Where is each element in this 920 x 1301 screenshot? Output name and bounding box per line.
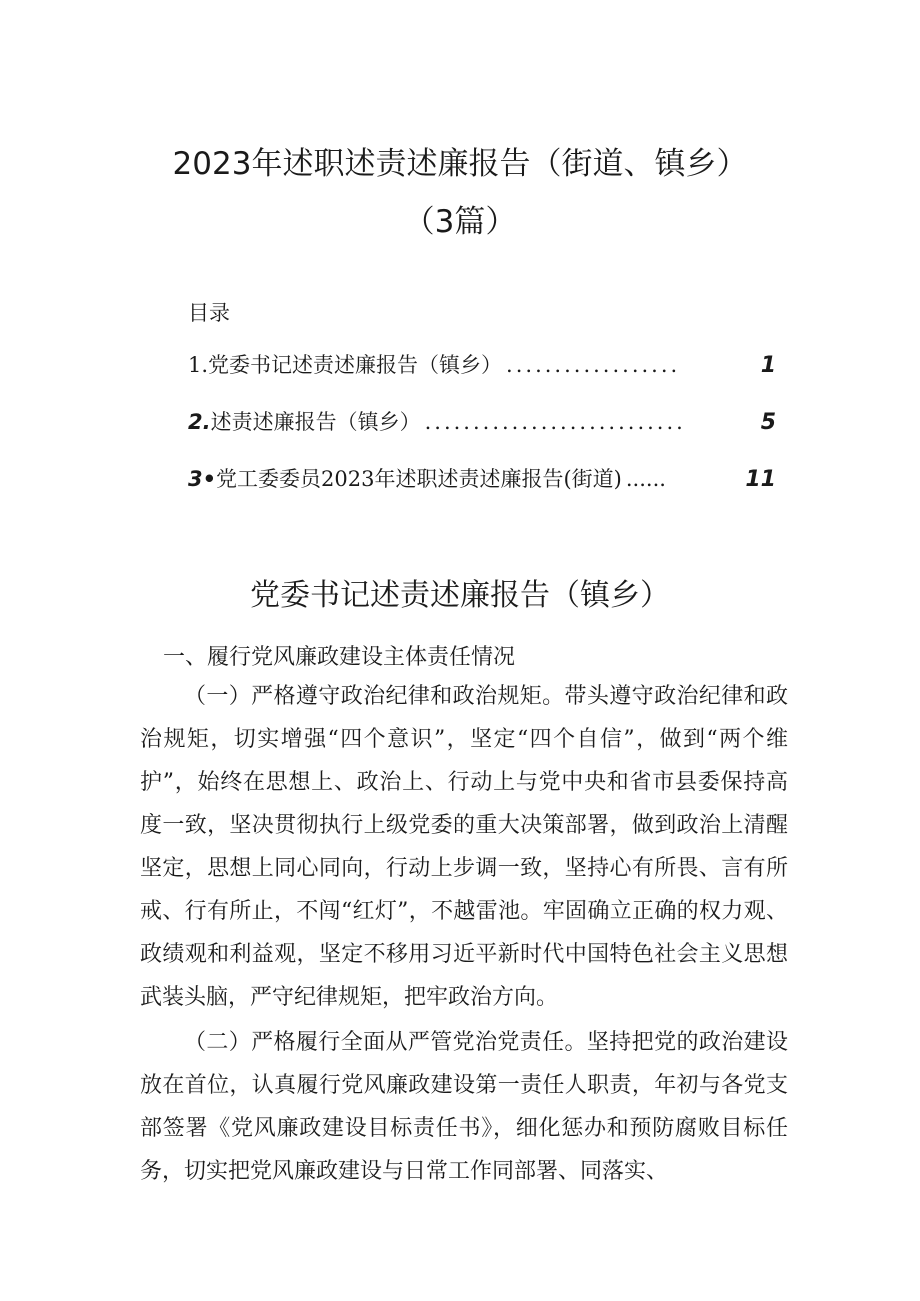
toc-item-label — [188, 463, 622, 493]
toc-item-3[interactable] — [188, 463, 776, 493]
document-title-line2: （3篇） — [403, 204, 517, 240]
toc-item-number: 2. — [188, 410, 211, 434]
section-heading-1: 一、履行党风廉政建设主体责任情况 — [163, 645, 516, 670]
toc-page-number: 11 — [745, 467, 776, 492]
body-paragraph-2: （二）严格履行全面从严管党治党责任。坚持把党的政治建设放在首位，认真履行党风廉政建设第一责任人职责，年初与各党支部签署《党风廉政建设目标责任书》，细化惩办和预防腐败目标任务，切实把党风廉政建设与日常工作同部署、同落实、 — [140, 1030, 788, 1184]
toc-item-label — [188, 349, 502, 379]
document-title-line1: 2023年述职述责述廉报告（街道、镇乡） — [172, 146, 748, 182]
toc-leader-dots: ...... — [625, 467, 666, 491]
toc-item-label — [188, 406, 421, 436]
toc-page-number: 5 — [760, 410, 776, 435]
toc-item-number: 3• — [188, 467, 217, 491]
toc-item-number: 1. — [188, 353, 209, 377]
toc-item-2[interactable] — [188, 406, 776, 436]
toc-page-number: 1 — [760, 353, 776, 378]
toc-item-1[interactable] — [188, 349, 776, 379]
toc-leader-dots: ........................... — [424, 410, 686, 434]
toc-item-text: 党工委委员2023年述职述责述廉报告(街道) — [216, 467, 622, 491]
toc-heading: 目录 — [188, 301, 230, 325]
body-paragraph-1: （一）严格遵守政治纪律和政治规矩。带头遵守政治纪律和政治规矩，切实增强“四个意识”，坚定“四个自信”，做到“两个维护”，始终在思想上、政治上、行动上与党中央和省市县委保持高度一致，坚决贯彻执行上级党委的重大决策部署，做到政治上清醒坚定，思想上同心同向，行动上步调一致，坚持心有所畏、言有所戒、行有所止，不闯“红灯”，不越雷池。牢固确立正确的权力观、政绩观和利益观，坚定不移用习近平新时代中国特色社会主义思想武装头脑，严守纪律规矩，把牢政治方向。 — [140, 684, 788, 1010]
section-title: 党委书记述责述廉报告（镇乡） — [250, 578, 670, 613]
toc-leader-dots: .................. — [506, 353, 681, 377]
toc-item-text: 党委书记述责述廉报告（镇乡） — [208, 353, 503, 377]
toc-item-text: 述责述廉报告（镇乡） — [210, 410, 421, 434]
